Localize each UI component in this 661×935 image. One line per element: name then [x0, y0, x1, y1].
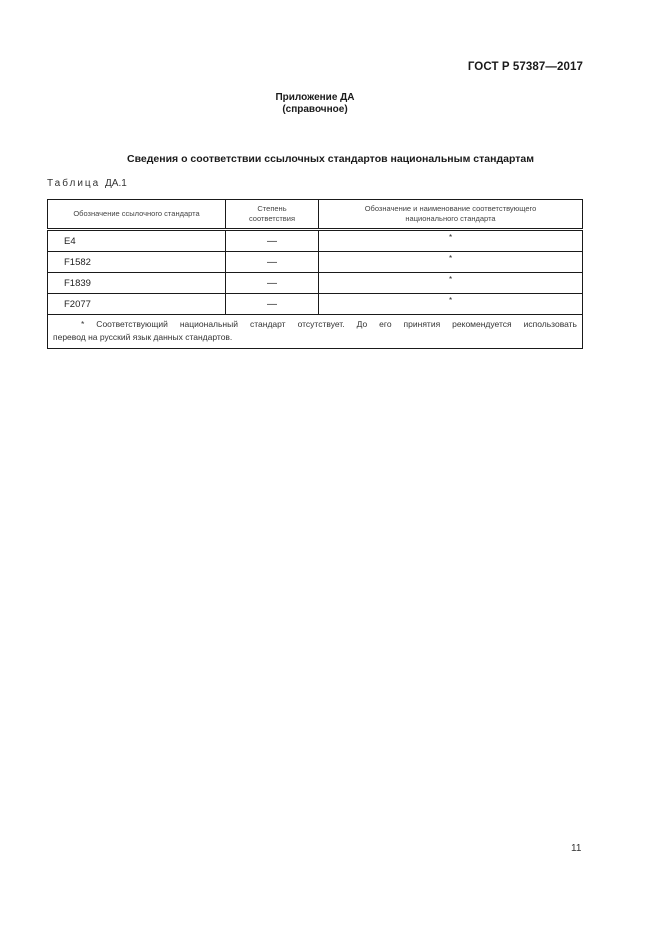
table-caption-word: Таблица — [47, 178, 101, 189]
national-standard-cell: * — [319, 252, 583, 273]
table-row — [48, 252, 583, 273]
national-standard-cell: * — [319, 273, 583, 294]
footnote-line-2: перевод на русский язык данных стандартов. — [53, 332, 233, 342]
reference-standard-cell: F1582 — [48, 252, 226, 273]
footnote-line-1: * Соответствующий национальный стандарт отсутствует. До его принятия рекомендуется использовать — [81, 319, 577, 329]
table-footnote — [48, 315, 583, 349]
column-header-national-standard — [319, 200, 583, 230]
annex-title: Приложение ДА — [275, 92, 355, 103]
annex-subtitle: (справочное) — [282, 104, 348, 115]
table-header-row — [48, 200, 583, 230]
column-header-degree — [226, 200, 319, 230]
reference-standard-cell: F1839 — [48, 273, 226, 294]
standards-correspondence-table — [47, 199, 583, 349]
degree-cell: — — [226, 273, 319, 294]
table-row — [48, 230, 583, 252]
column-header-national-label: Обозначение и наименование соответствующего национального стандарта — [364, 204, 537, 223]
degree-cell: — — [226, 230, 319, 252]
reference-standard-cell: F2077 — [48, 294, 226, 315]
reference-standard-cell: E4 — [48, 230, 226, 252]
column-header-degree-label: Степень соответствия — [248, 204, 296, 223]
document-code: ГОСТ Р 57387—2017 — [467, 61, 583, 73]
national-standard-cell: * — [319, 230, 583, 252]
section-title: Сведения о соответствии ссылочных стандартов национальным стандартам — [127, 153, 534, 165]
page-number: 11 — [571, 843, 582, 854]
table-footnote-row — [48, 315, 583, 349]
annex-heading — [0, 92, 630, 116]
table-caption-number: ДА.1 — [105, 178, 127, 189]
table-row — [48, 273, 583, 294]
column-header-reference-standard: Обозначение ссылочного стандарта — [48, 200, 226, 230]
table-caption — [47, 178, 127, 189]
degree-cell: — — [226, 252, 319, 273]
table-row — [48, 294, 583, 315]
national-standard-cell: * — [319, 294, 583, 315]
degree-cell: — — [226, 294, 319, 315]
